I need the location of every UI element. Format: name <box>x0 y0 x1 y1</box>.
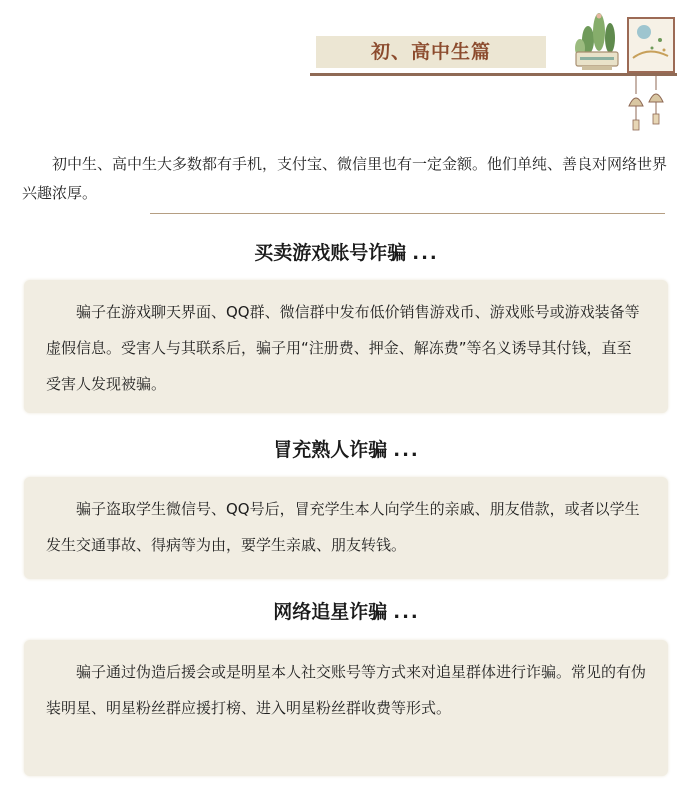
banner-title: 初、高中生篇 <box>370 41 491 63</box>
section-card <box>24 640 668 776</box>
section-heading <box>0 597 693 624</box>
section-banner <box>316 36 546 68</box>
section-title: 冒充熟人诈骗 <box>273 439 388 461</box>
framed-picture-icon <box>628 18 674 72</box>
intro-divider <box>150 213 665 214</box>
cactus-pot-icon <box>575 13 618 70</box>
section-title: 网络追星诈骗 <box>273 601 388 623</box>
section-card <box>24 477 668 579</box>
section-heading <box>0 238 693 265</box>
decoration-illustration <box>568 10 680 142</box>
ellipsis-icon: ... <box>393 440 420 461</box>
section-card <box>24 280 668 413</box>
section-heading <box>0 435 693 462</box>
wind-chime-icon <box>629 76 663 130</box>
ellipsis-icon: ... <box>393 602 420 623</box>
ellipsis-icon: ... <box>412 243 439 264</box>
section-body: 骗子在游戏聊天界面、QQ群、微信群中发布低价销售游戏币、游戏账号或游戏装备等虚假信息。受害人与其联系后，骗子用“注册费、押金、解冻费”等名义诱导其付钱，直至受害人发现被骗。 <box>46 303 640 393</box>
section-title: 买卖游戏账号诈骗 <box>254 242 407 264</box>
intro-paragraph: 初中生、高中生大多数都有手机，支付宝、微信里也有一定金额。他们单纯、善良对网络世界兴趣浓厚。 <box>22 155 668 202</box>
section-body: 骗子通过伪造后援会或是明星本人社交账号等方式来对追星群体进行诈骗。常见的有伪装明星、明星粉丝群应援打榜、进入明星粉丝群收费等形式。 <box>46 663 647 717</box>
section-body: 骗子盗取学生微信号、QQ号后，冒充学生本人向学生的亲戚、朋友借款，或者以学生发生交通事故、得病等为由，要学生亲戚、朋友转钱。 <box>46 500 640 554</box>
